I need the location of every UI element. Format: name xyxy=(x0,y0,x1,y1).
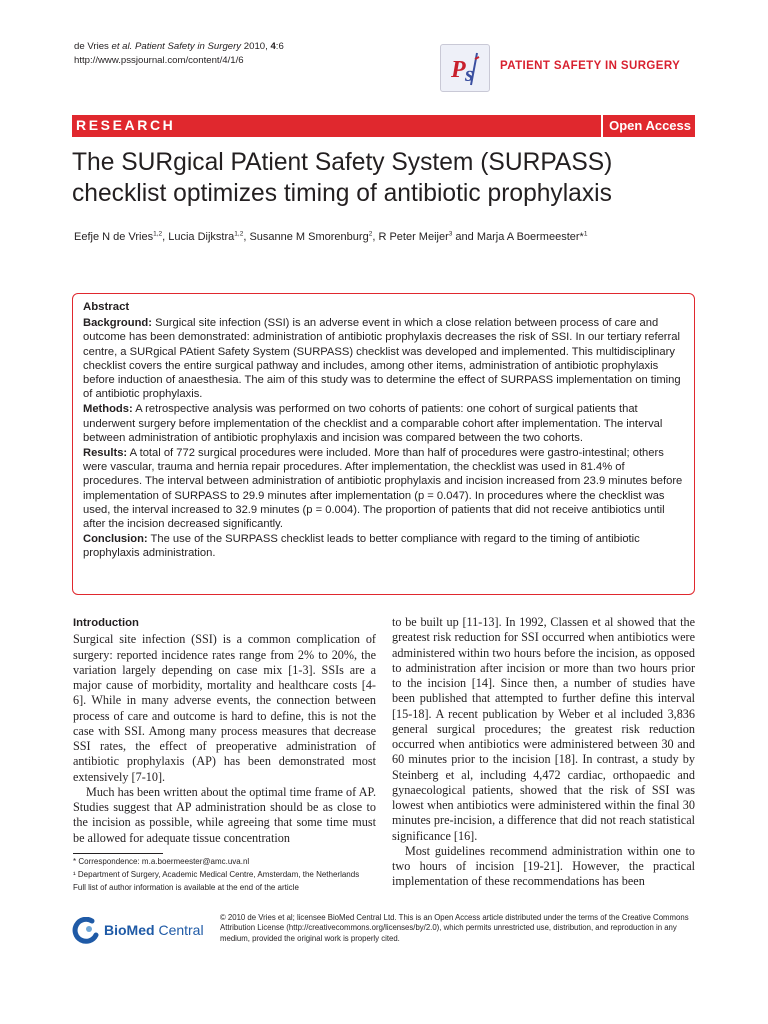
author-affiliation: 1,2 xyxy=(153,230,163,238)
citation-block xyxy=(74,40,284,68)
article-title: The SURgical PAtient Safety System (SURPASS) checklist optimizes timing of antibiotic prophylaxis xyxy=(72,149,613,207)
journal-logo-icon xyxy=(440,44,490,92)
author-name: R Peter Meijer xyxy=(378,231,449,243)
open-access-badge: Open Access xyxy=(601,115,695,137)
abstract-background xyxy=(83,316,683,401)
footnote-divider xyxy=(73,853,163,854)
author-separator: and xyxy=(452,231,477,243)
abstract-box xyxy=(72,293,695,595)
citation-year: 2010, xyxy=(241,41,271,52)
author-affiliation: 1 xyxy=(583,230,588,238)
author-affiliation: 2 xyxy=(368,230,373,238)
license-text: © 2010 de Vries et al; licensee BioMed Central Ltd. This is an Open Access article distributed under the terms of the Creative Commons Attribution License (http://creativecommons.org/licenses/by/2.0), which permits unrestricted use, distribution, and reproduction in any medium, provided the original work is properly cited. xyxy=(220,913,689,943)
publisher-name-bold: BioMed xyxy=(104,922,155,938)
abstract-label: Background: xyxy=(83,317,152,330)
svg-text:s: s xyxy=(465,61,474,86)
abstract-results xyxy=(83,446,683,531)
author-info-note: Full list of author information is available at the end of the article xyxy=(73,882,299,892)
abstract-label: Conclusion: xyxy=(83,533,148,546)
author-name: Susanne M Smorenburg xyxy=(249,231,369,243)
author-affiliation: 3 xyxy=(448,230,453,238)
author-name: Eefje N de Vries xyxy=(74,231,154,243)
abstract-label: Results: xyxy=(83,447,128,460)
abstract-label: Methods: xyxy=(83,403,133,416)
abstract-conclusion xyxy=(83,532,683,560)
svg-text:P: P xyxy=(451,57,466,83)
abstract-text: The use of the SURPASS checklist leads to better compliance with regard to the timing of antibiotic prophylaxis administration. xyxy=(83,533,640,560)
author-separator: , xyxy=(243,231,250,243)
citation-volume: 4 xyxy=(270,41,276,52)
citation-authors: de Vries xyxy=(74,41,112,52)
author-separator: , xyxy=(162,231,169,243)
citation-line xyxy=(74,40,284,54)
abstract-content xyxy=(83,300,683,562)
biomed-central-logo-icon xyxy=(72,917,100,945)
author-affiliation: 1,2 xyxy=(234,230,244,238)
author-name: Lucia Dijkstra xyxy=(168,231,235,243)
journal-name: PATIENT SAFETY IN SURGERY xyxy=(500,60,681,72)
article-type-label: RESEARCH xyxy=(76,117,176,133)
author-name: Marja A Boermeester* xyxy=(476,231,584,243)
affiliation-note: ¹ Department of Surgery, Academic Medical Centre, Amsterdam, the Netherlands xyxy=(73,869,360,879)
abstract-heading: Abstract xyxy=(83,301,130,313)
body-paragraph: Surgical site infection (SSI) is a common complication of surgery: reported incidence rates range from 2% to 20%, the variation largely depending on case mix [1-3]. SSIs are a major cause of morbidity, mortality and healthcare costs [4-6]. While in many adverse events, the connection between process of care and outcome is hard to define, this is not the case with SSI. Among many process measures that decrease SSI rates, the effect of preoperative administration of antibiotic prophylaxis (AP) has been demonstrated most extensively [7-10]. xyxy=(73,632,376,784)
author-separator: , xyxy=(372,231,379,243)
author-list xyxy=(74,231,587,243)
citation-page: :6 xyxy=(275,41,284,52)
citation-url[interactable]: http://www.pssjournal.com/content/4/1/6 xyxy=(74,55,244,66)
abstract-text: A total of 772 surgical procedures were included. More than half of procedures were gastro-intestinal; others were vascular, trauma and hernia repair procedures. After implementation, the checklist was used in 81.4% of procedures. The interval between administration of antibiotic prophylaxis and incision increased from 23.9 minutes before implementation of SURPASS to 29.9 minutes after implementation (p = 0.047). In procedures where the checklist was used, the interval increased to 32.9 minutes (p = 0.004). The proportion of patients that did not receive antibiotics until after the incision decreased significantly. xyxy=(83,447,683,531)
body-column-right xyxy=(392,615,695,890)
body-paragraph: Much has been written about the optimal time frame of AP. Studies suggest that AP administration should be as close to the incision as possible, while agreeing that some time must be allowed for adequate tissue concentration xyxy=(73,784,376,845)
body-paragraph: to be built up [11-13]. In 1992, Classen et al showed that the greatest risk reduction for SSI occurred when antibiotics were administered within two hours before the incision, as opposed to administration after incision or more than two hours prior to the incision [14]. Since then, a number of studies have been published that attempted to further define this interval [15-18]. A recent publication by Weber et al included 3,836 general surgical procedures; the greatest risk reduction occurred when antibiotics were administered between 30 and 60 minutes prior to the incision [18]. In contrast, a study by Steinberg et al, including 4,472 cardiac, orthopaedic and gynaecological patients, showed that the risk of SSI was lowest when antibiotics were administered within the final 30 minutes pre-incision, a difference that did not reach statistical significance [16]. xyxy=(392,615,695,843)
citation-journal: et al. Patient Safety in Surgery xyxy=(111,41,242,52)
body-column-left xyxy=(73,616,376,846)
abstract-text: A retrospective analysis was performed on two cohorts of patients: one cohort of surgical patients that underwent surgery before implementation of the checklist and a comparable cohort after implementation. The interval between administration of antibiotic prophylaxis and incision was compared between the two cohorts. xyxy=(83,403,663,444)
footnotes xyxy=(73,857,373,895)
correspondence-note: * Correspondence: m.a.boermeester@amc.uva.nl xyxy=(73,857,250,866)
body-paragraph: Most guidelines recommend administration within one to two hours of incision [19-21]. However, the practical implementation of these recommendations has been xyxy=(392,843,695,889)
abstract-text: Surgical site infection (SSI) is an adverse event in which a close relation between process of care and outcome has been demonstrated: administration of antibiotic prophylaxis decreases the risk of SSI. In our tertiary referral centre, a SURgical PAtient Safety System (SURPASS) checklist was developed and implemented. This multidisciplinary checklist covers the entire surgical pathway and includes, among other items, administration of antibiotic prophylaxis before induction of anaesthesia. The aim of this study was to determine the effect of SURPASS implementation on timing of antibiotic prophylaxis. xyxy=(83,317,681,401)
section-heading: Introduction xyxy=(73,617,139,629)
abstract-methods xyxy=(83,402,683,445)
publisher-name xyxy=(104,922,204,938)
article-type-banner xyxy=(72,115,695,137)
publisher-name-rest: Central xyxy=(154,922,204,938)
